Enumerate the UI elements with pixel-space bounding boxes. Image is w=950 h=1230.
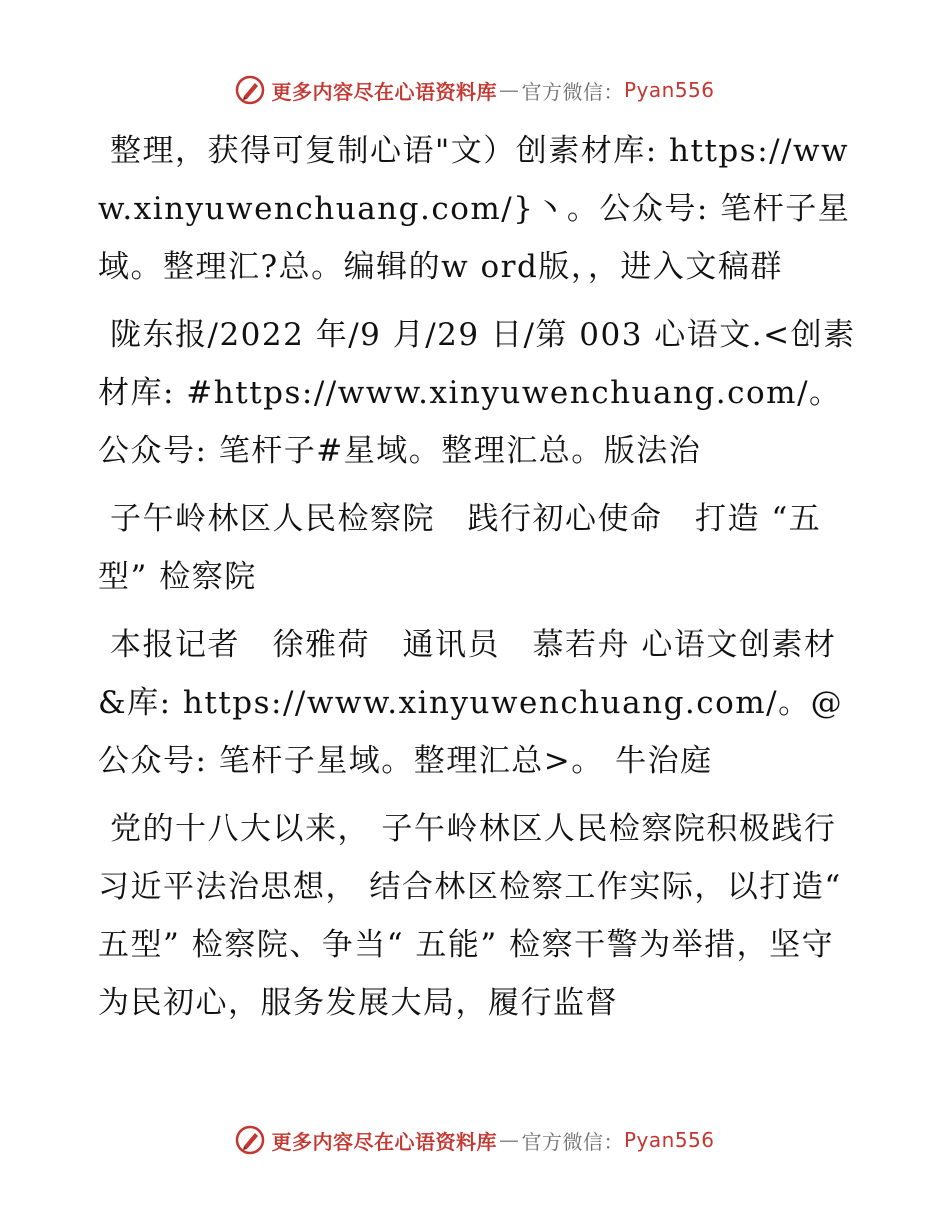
banner-separator: — [498,78,520,102]
paragraph-article-title: 子午岭林区人民检察院 践行初心使命 打造 “五型” 检察院 [98,501,822,595]
banner-wechat-label: 官方微信： [521,1129,624,1154]
banner-brand-text: 更多内容尽在心语资料库 [271,1129,497,1154]
paragraph-publication-info: 陇东报/2022 年/9 月/29 日/第 003 心语文.<创素材库: #https://www.xinyuwenchuang.com/。公众号: 笔杆子#星域。整理汇总。版法治 [98,317,856,469]
pen-logo-icon [235,75,265,105]
banner-separator: — [498,1128,520,1152]
paragraph-source-note: 整理，获得可复制心语"文）创素材库: https://www.xinyuwenchuang.com/}丶。公众号: 笔杆子星域。整理汇?总。编辑的w ord版，，进入文稿群 [98,133,851,285]
footer-watermark-banner [0,1120,950,1160]
banner-wechat-id: Pyan556 [623,78,715,102]
document-body [98,122,858,1042]
banner-wechat-label: 官方微信： [521,79,624,104]
banner-wechat-id: Pyan556 [623,1128,715,1152]
paragraph-body-text: 党的十八大以来， 子午岭林区人民检察院积极践行习近平法治思想， 结合林区检察工作实际，以打造“ 五型” 检察院、争当“ 五能” 检察干警为举措，坚守为民初心，服务发展大局，履行监督 [98,811,842,1021]
paragraph-byline: 本报记者 徐雅荷 通讯员 慕若舟 心语文创素材&库: https://www.xinyuwenchuang.com/。@公众号: 笔杆子星域。整理汇总>。 牛治庭 [98,627,844,779]
banner-brand-text: 更多内容尽在心语资料库 [271,79,497,104]
pen-logo-icon [235,1125,265,1155]
header-watermark-banner [0,70,950,110]
